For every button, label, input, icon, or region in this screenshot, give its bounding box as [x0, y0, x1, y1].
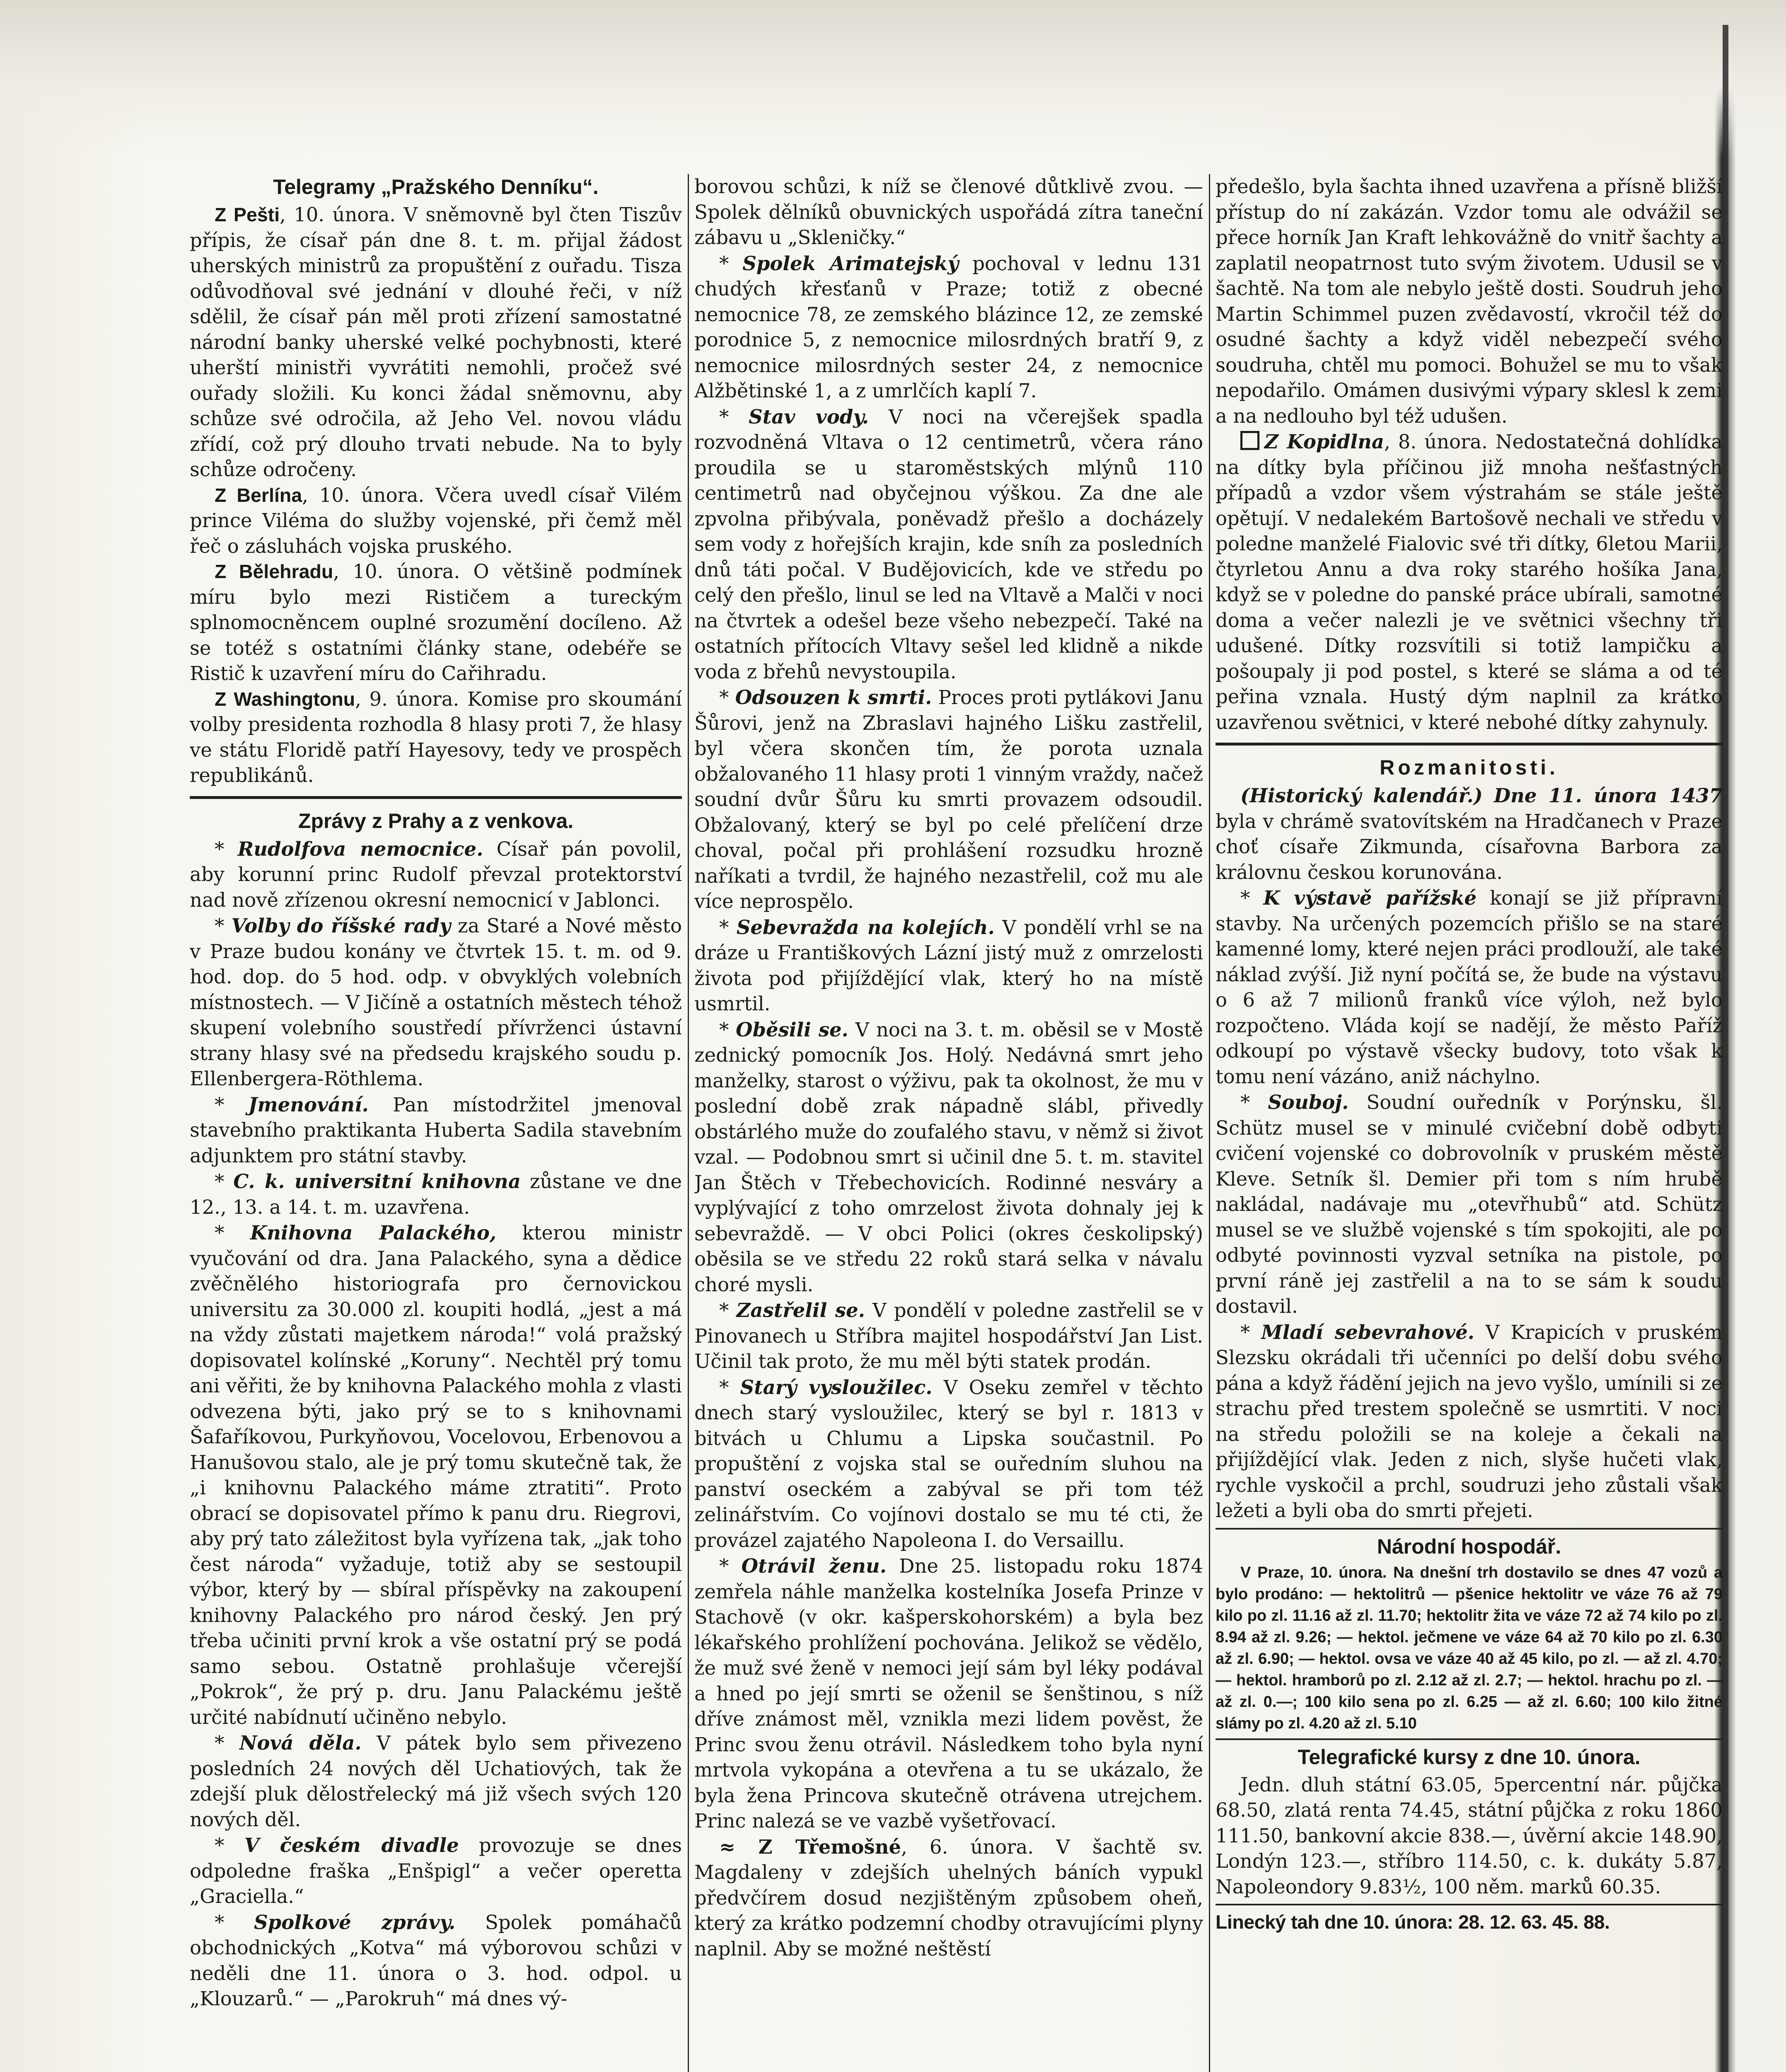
section-rule [1216, 1528, 1723, 1530]
economy-heading: Národní hospodář. [1377, 1535, 1561, 1558]
lottery-draw: Linecký tah dne 10. února: 28. 12. 63. 45. 88. [1216, 1911, 1610, 1933]
market-report: V Praze, 10. února. Na dnešní trh dostavilo se dnes 47 vozů a bylo prodáno: — hektolitrů — pšenice hektolitr ve váze 76 až 79 kilo po zl. 11.16 až zl. 11.70; hektolitr žita ve váze 72 až 74 kilo po zl. 8.94 až zl. 9.26; — hektol. ječmene ve váze 64 až 70 kilo po zl. 6.30 až zl. 6.90; — hektol. ovsa ve váze 40 až 45 kilo, po zl. — až zl. 4.70; — hektol. hramborů po zl. 2.12 až zl. 2.7; — hektol. hrachu po zl. — až zl. 0.—; 100 kilo sena po zl. 6.25 — až zl. 6.60; 100 kilo žitné slámy po zl. 4.20 až zl. 5.10 [1216, 1564, 1723, 1732]
square-mark-icon [1240, 431, 1259, 450]
section-rule [190, 796, 682, 799]
exchange-rates: Jedn. dluh státní 63.05, 5percentní nár. půjčka 68.50, zlatá renta 74.45, státní půjčka z roku 1860 111.50, bankovní akcie 838.—, úvěrní akcie 148.90, Londýn 123.—, stříbro 114.50, c. k. dukáty 5.87, Napoleondory 9.83½, 100 něm. marků 60.35. [1216, 1773, 1723, 1898]
article-water-level: * Stav vody. V noci na včerejšek spadla rozvodněná Vltava o 12 centimetrů, včera ráno proudila se u staroměstských mlýnů 110 centimetrů nad obyčejnou výškou. Za dne ale zpvolna přibývala, poněvadž přešlo a docházely sem vody z hořejších krajin, kde sníh za posledních dnů táti počal. V Budějovicích, kde ve středu po celý den přešlo, linul se led na Vltavě a Malči v noci na čtvrtek a odešel beze všeho nebezpečí. Také na ostatních přítocích Vltavy sešel led klidně a nikde voda z břehů nevystoupila. [694, 405, 1203, 683]
article-washington: Z Washingtonu, 9. února. Komise pro skoumání volby presidenta rozhodla 8 hlasy proti 7, že hlasy ve státu Floridě patří Hayesovy, tedy ve prospěch republikánů. [190, 687, 682, 787]
article-continuation: borovou schůzi, k níž se členové důtklivě zvou. — Spolek dělníků obuvnických uspořádá zítra taneční zábavu u „Skleničky.“ [694, 175, 1203, 249]
article-death-sentence: * Odsouzen k smrti. Proces proti pytlákovi Janu Šůrovi, jenž na Zbraslavi hajného Lišku zastřelil, byl včera skončen tím, že porota uznala obžalovaného 11 hlasy proti 1 vinným vraždy, načež soudní dvůr Šůru ku smrti provazem odsoudil. Obžalovaný, který se byl po celé přelíčení drze choval, počal při prohlášení rozsudku hrozně naříkati a tvrdil, že hajného nezastřelil, což mu ale více neprospělo. [694, 686, 1203, 913]
article-tremosna: ≈ Z Třemošné, 6. února. V šachtě sv. Magdaleny v zdejších uhelných báních vypukl předvčírem dosud nezjištěným způsobem oheň, který za krátko podzemní chodby otravujícími plyny naplnil. Aby se možné neštěstí [694, 1835, 1203, 1960]
article-appointment: * Jmenování. Pan místodržitel jmenoval stavebního praktikanta Huberta Sadila stavebním adjunktem pro státní stavby. [190, 1093, 682, 1167]
article-veteran: * Starý vysloužilec. V Oseku zemřel v těchto dnech starý vysloužilec, který se byl r. 1813 v bitvách u Chlumu a Lipska součastnil. Po propuštění z vojska stal se ouředním sluhou na panství oseckém a zabýval se při tom též zelinářstvím. Co vojínovi dostalo se mu té cti, že provázel zajatého Napoleona I. do Versaillu. [694, 1375, 1203, 1552]
article-societies: * Spolkové zprávy. Spolek pomáhačů obchodnických „Kotva“ má výborovou schůzi v neděli dne 11. února o 3. hod. odpol. u „Klouzarů.“ — „Parokruh“ má dnes vý- [190, 1910, 682, 2010]
article-shooting: * Zastřelil se. V pondělí v poledne zastřelil se v Pinovanech u Stříbra majitel hospodářství Jan List. Učinil tak proto, že mu měl býti statek prodán. [694, 1299, 1203, 1372]
column-2 [694, 174, 1203, 2072]
article-kopidlno: Z Kopidlna, 8. února. Nedostatečná dohlídka na dítky byla příčinou již mnoha nešťastných případů a vzdor všem výstrahám se stále ještě opětují. V nedalekém Bartošově nechali ve středu v poledne manželé Fialovic své tři dítky, 6letou Marii, čtyrletou Annu a dva roky starého hošíka Jana, když se v poledne do panské práce ubírali, samotné doma a večer nalezli je ve světnici všechny tři udušené. Dítky rozsvítili si totiž lampičku a pošoupaly ji pod postel, s které se sláma a od té peřina vznala. Hustý dým naplnil za krátko uzavřenou světnici, v které nebohé dítky zahynuly. [1216, 430, 1723, 733]
column-divider-1 [688, 174, 689, 2072]
exchange-heading: Telegrafické kursy z dne 10. února. [1298, 1745, 1641, 1769]
article-library: * C. k. universitní knihovna zůstane ve dne 12., 13. a 14. t. m. uzavřena. [190, 1170, 682, 1218]
column-1 [190, 174, 682, 2072]
article-berlin: Z Berlína, 10. února. Včera uvedl císař Vilém prince Viléma do služby vojenské, při čemž měl řeč o zásluhách vojska pruského. [190, 484, 682, 557]
top-shadow [0, 0, 1786, 157]
article-young-suicides: * Mladí sebevrahové. V Krapicích v pruském Slezsku okrádali tři učenníci po delší dobu svého pána a když řádění jejich na jevo vyšlo, umínili si ze strachu před trestem společně se usmrtiti. V noci na středu položili se na koleje a čekali na přijíždějící vlak. Jeden z nich, slyše hučeti vlak, rychle vyskočil a prchl, soudruzi jeho zůstali však ležeti a byli oba do smrti přejeti. [1216, 1320, 1723, 1522]
article-elections: * Volby do říšské rady za Staré a Nové město v Praze budou konány ve čtvrtek 15. t. m. od 9. hod. dop. do 5 hod. odp. v obvyklých volebních místnostech. — V Jičíně a ostatních městech téhož skupení volebního soustředí přívrženci ústavní strany hlasy své na předsedu krajského soudu p. Ellenbergera-Röthlema. [190, 914, 682, 1090]
article-rail-suicide: * Sebevražda na kolejích. V pondělí vrhl se na dráze u Františkových Lázní jistý muž z omrzelosti života pod přijíždějící vlak, který ho na místě usmrtil. [694, 915, 1203, 1015]
article-rudolf-hospital: * Rudolfova nemocnice. Císař pán povolil, aby korunní princ Rudolf převzal protektorství nad nově zřízenou okresní nemocnicí v Jablonci. [190, 837, 682, 911]
column-divider-2 [1209, 174, 1210, 2072]
section-rule [1216, 1738, 1723, 1740]
section-rule [1216, 743, 1723, 746]
article-pest: Z Pešti, 10. února. V sněmovně byl čten Tiszův přípis, že císař pán dne 8. t. m. přijal žádost uherských ministrů za propuštění z ouřadu. Tisza odůvodňoval své jednání v dlouhé řeči, v níž sdělil, že císař pán měl proti zřízení samostatné národní banky uherské velké pochybnosti, které uherští ministři vyvrátiti nemohli, pročež své ouřady složili. Ku konci žádal sněmovnu, aby schůze své odročila, až Jeho Vel. novou vládu zřídí, což prý dlouho trvati nebude. Na to byly schůze odročeny. [190, 203, 682, 481]
miscellany-heading: Rozmanitosti. [1380, 756, 1559, 779]
article-duel: * Souboj. Soudní ouředník v Porýnsku, šl. Schütz musel se v minulé cvičební době odbyti cvičení vojenské co dobrovolník v pruském městě Kleve. Setník šl. Demier při tom s ním hrubě nakládal, nadávaje mu „otevřhubů“ atd. Schütz musel se ve službě vojenské s tím spokojiti, ale po odbyté povinnosti vyzval setníka na pistole, po první ráně jej zastřelil a na to se sám k soudu dostavil. [1216, 1091, 1723, 1317]
article-cannons: * Nová děla. V pátek bylo sem přivezeno posledních 24 nových děl Uchatiových, tak že zdejší pluk dělostřelecký má již všech svých 120 nových děl. [190, 1731, 682, 1831]
article-mine-continuation: předešlo, byla šachta ihned uzavřena a přísně bližší přístup do ní zakázán. Vzdor tomu ale odvážil se přece horník Jan Kraft lehkovážně do vnitř šachty a zaplatil neopatrnost tuto svým životem. Udusil se v šachtě. Na tom ale nebylo ještě dosti. Soudruh jeho Martin Schimmel puzen zvědavostí, vkročil též do osudné šachty a když viděl nebezpečí svého soudruha, chtěl mu pomoci. Bohužel se mu to však nepodařilo. Omámen dusivými výpary sklesl k zemi a na nedlouho byl též udušen. [1216, 175, 1723, 427]
article-belgrade: Z Bělehradu, 10. února. O většině podmínek míru bylo mezi Rističem a tureckým splnomocněncem ouplné srozumění docíleno. Až se totéž s ostatními články stane, odebéře se Ristič k uzavření míru do Cařihradu. [190, 560, 682, 685]
article-arimathea: * Spolek Arimatejský pochoval v lednu 131 chudých křesťanů v Praze; totiž z obecné nemocnice 78, ze zemského blázince 12, ze zemské porodnice 5, z nemocnice milosrdných bratří 9, z nemocnice milosrdných sester 24, z nemocnice Alžbětinské 1, a z umrlčích kaplí 7. [694, 252, 1203, 402]
binding-edge [1723, 25, 1728, 2072]
article-calendar: (Historický kalendář.) Dne 11. února 1437 byla v chrámě svatovítském na Hradčanech v Praze choť císaře Zikmunda, císařovna Barbora za královnu českou korunována. [1216, 784, 1723, 884]
article-theatre: * V českém divadle provozuje se dnes odpoledne fraška „Enšpigl“ a večer operetta „Graciella.“ [190, 1834, 682, 1907]
article-paris-expo: * K výstavě pařížské konají se již přípravní stavby. Na určených pozemcích přišlo se na staré kamenné lomy, které nejen práci prodlouží, ale také náklad zvýší. Již nyní počítá se, že bude na výstavu o 6 až 7 milionů franků více výloh, než bylo rozpočteno. Vláda kojí se nadějí, že město Paříž odkoupí po výstavě všecky budovy, toto však k tomu není vázáno, aniž náchylno. [1216, 886, 1723, 1088]
column-3 [1216, 174, 1723, 2072]
article-hangings: * Oběsili se. V noci na 3. t. m. oběsil se v Mostě zednický pomocník Jos. Holý. Nedávná smrt jeho manželky, starost o výživu, pak ta okolnost, že mu v poslední době zrak nápadně slábl, přivedly obstárlého muže do zoufalého stavu, v němž si život vzal. — Podobnou smrt si učinil dne 5. t. m. stavitel Jan Štěch v Třebechovicích. Rodinné nesváry a vyplývající z toho omrzelost života dohnaly jej k sebevraždě. — V obci Polici (okres českolipský) oběsila se ve středu 22 roků stará selka v návalu choré mysli. [694, 1018, 1203, 1296]
news-heading: Zprávy z Prahy a z venkova. [298, 809, 574, 833]
section-rule [1216, 1904, 1723, 1905]
telegrams-heading: Telegramy „Pražského Denníku“. [273, 175, 599, 198]
article-poisoning: * Otrávil ženu. Dne 25. listopadu roku 1874 zemřela náhle manželka kostelníka Josefa Prinze v Stachově (v okr. kašperskohorském) a byla bez lékařského prohlížení pochována. Jelikož se vědělo, že muž své ženě v nemoci její sám byl léky podával a hned po její smrti se oženil se šenštinou, s níž dříve známost měl, vznikla mezi lidem pověst, že Princ svou ženu otrávil. Následkem toho byla nyní mrtvola vykopána a otevřena a tu se ukázalo, že byla žena Princova skutečně otrávena utrejchem. Princ nalezá se ve vazbě vyšetřovací. [694, 1554, 1203, 1832]
article-palacky: * Knihovna Palackého, kterou ministr vyučování od dra. Jana Palackého, syna a dědice zvěčnělého historiografa pro černovickou universitu za 30.000 zl. koupiti hodlá, „jest a má na vždy zůstati majetkem národa!“ volá pražský dopisovatel kolínské „Koruny“. Nechtěl prý tomu ani věřiti, že by knihovna Palackého mohla z vlasti odvezena býti, jako prý se to s knihovnami Šafaříkovou, Purkyňovou, Vocelovou, Erbenovou a Hanušovou stalo, ale je prý tomu skutečně tak, že „i knihovnu Palackého máme ztratiti“. Proto obrací se dopisovatel přímo k panu dru. Riegrovi, aby prý tato záležitost byla vyřízena tak, „jak toho čest národa“ vyžaduje, totiž aby se sestoupil výbor, který by — sbíral příspěvky na zakoupení knihovny Palackého pro národ český. Jen prý třeba učiniti první krok a vše ostatní prý se podá samo sebou. Ostatně prohlašuje včerejší „Pokrok“, že prý p. dru. Janu Palackému ještě určité nabídnutí učiněno nebylo. [190, 1221, 682, 1728]
